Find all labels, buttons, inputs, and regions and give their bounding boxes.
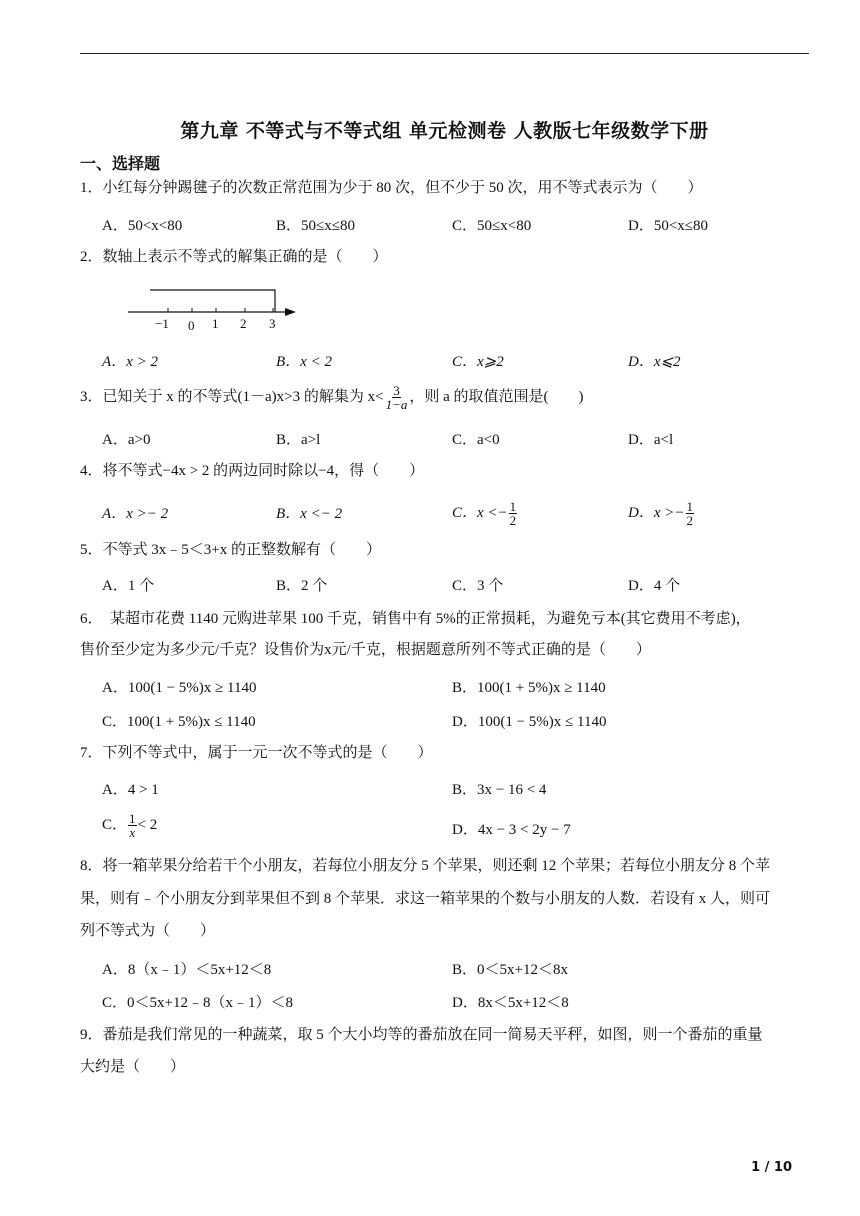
page-title: 第九章 不等式与不等式组 单元检测卷 人教版七年级数学下册 [180,120,709,142]
question-9-line-2: 大约是（ ） [80,1059,186,1075]
tick-label: 0 [188,318,195,333]
option-d[interactable]: D．4 个 [628,578,681,594]
option-c[interactable]: C．3 个 [452,578,504,594]
question-8-line-1: 8．将一箱苹果分给若干个小朋友，若每位小朋友分 5 个苹果，则还剩 12 个苹果；若每位小朋友分 8 个苹 [80,858,771,874]
option-b[interactable]: B．0＜5x+12＜8x [452,962,568,978]
question-5: 5．不等式 3x﹣5＜3+x 的正整数解有（ ） [80,542,381,558]
fraction: $\frac{1}{2}$ [686,499,693,528]
header-rule [80,53,809,54]
question-7: 7．下列不等式中，属于一元一次不等式的是（ ） [80,745,433,761]
option-c[interactable]: C．x <− $\frac{1}{2}$ [452,499,517,528]
option-a[interactable]: A．x >− 2 [102,506,169,522]
option-a[interactable]: A．100(1 − 5%)x ≥ 1140 [102,680,257,696]
option-b[interactable]: B．2 个 [276,578,328,594]
option-b[interactable]: B．50≤x≤80 [276,218,355,234]
option-d[interactable]: D．x⩽2 [628,354,681,370]
question-2: 2．数轴上表示不等式的解集正确的是（ ） [80,249,388,265]
fraction: $\frac{3}{1-a}$ [385,383,408,413]
option-d[interactable]: D．50<x≤80 [628,218,709,234]
option-c[interactable]: C．100(1 + 5%)x ≤ 1140 [102,714,256,730]
option-d[interactable]: D．4x − 3 < 2y − 7 [452,822,571,838]
option-a[interactable]: A．4 > 1 [102,782,159,798]
section-heading: 一、选择题 [80,154,161,173]
number-line-figure [120,280,310,335]
option-a[interactable]: A．x > 2 [102,354,158,370]
option-b[interactable]: B．a>l [276,432,321,448]
option-c[interactable]: C．a<0 [452,432,500,448]
question-3: 3．已知关于 x 的不等式(1－a)x>3 的解集为 x< $\frac{3}{1-a}$ ，则 a 的取值范围是( ) [80,383,584,413]
option-c[interactable]: C．0＜5x+12﹣8（x﹣1）＜8 [102,995,293,1011]
question-4: 4．将不等式−4x > 2 的两边同时除以−4，得（ ） [80,463,425,479]
question-9-line-1: 9．番茄是我们常见的一种蔬菜，取 5 个大小均等的番茄放在同一简易天平秤，如图，则一个番茄的重量 [80,1027,763,1043]
option-b[interactable]: B．x < 2 [276,354,332,370]
question-8-line-3: 列不等式为（ ） [80,923,216,939]
option-c[interactable]: C． $\frac{1}{x}$ < 2 [102,811,158,840]
tick-label: 1 [212,316,219,331]
question-6-line-1: 6． 某超市花费 1140 元购进苹果 100 千克，销售中有 5%的正常损耗，为避免亏本(其它费用不考虑)， [80,611,751,627]
question-1: 1．小红每分钟踢毽子的次数正常范围为少于 80 次，但不少于 50 次，用不等式表示为（ ） [80,180,703,196]
fraction: $\frac{1}{2}$ [509,499,517,528]
option-c[interactable]: C．x⩾2 [452,354,504,370]
option-d[interactable]: D．100(1 − 5%)x ≤ 1140 [452,714,607,730]
option-d[interactable]: D．a<l [628,432,674,448]
tick-label: 2 [240,316,247,331]
option-d[interactable]: D．8x＜5x+12＜8 [452,995,569,1011]
option-a[interactable]: A．8（x﹣1）＜5x+12＜8 [102,962,272,978]
question-8-line-2: 果，则有﹣个小朋友分到苹果但不到 8 个苹果．求这一箱苹果的个数与小朋友的人数．若设有 x 人，则可 [80,891,771,907]
tick-label: 3 [269,316,276,331]
option-d[interactable]: D．x >− $\frac{1}{2}$ [628,499,693,528]
option-a[interactable]: A．a>0 [102,432,151,448]
option-c[interactable]: C．50≤x<80 [452,218,532,234]
option-a[interactable]: A．1 个 [102,578,155,594]
page-number: 1 / 10 [751,1160,792,1175]
option-b[interactable]: B．x <− 2 [276,506,343,522]
tick-label: −1 [155,316,169,331]
option-a[interactable]: A．50<x<80 [102,218,183,234]
fraction: $\frac{1}{x}$ [129,811,136,840]
option-b[interactable]: B．3x − 16 < 4 [452,782,547,798]
option-b[interactable]: B．100(1 + 5%)x ≥ 1140 [452,680,606,696]
question-6-line-2: 售价至少定为多少元/千克？设售价为x元/千克，根据题意所列不等式正确的是（ ） [80,642,651,658]
